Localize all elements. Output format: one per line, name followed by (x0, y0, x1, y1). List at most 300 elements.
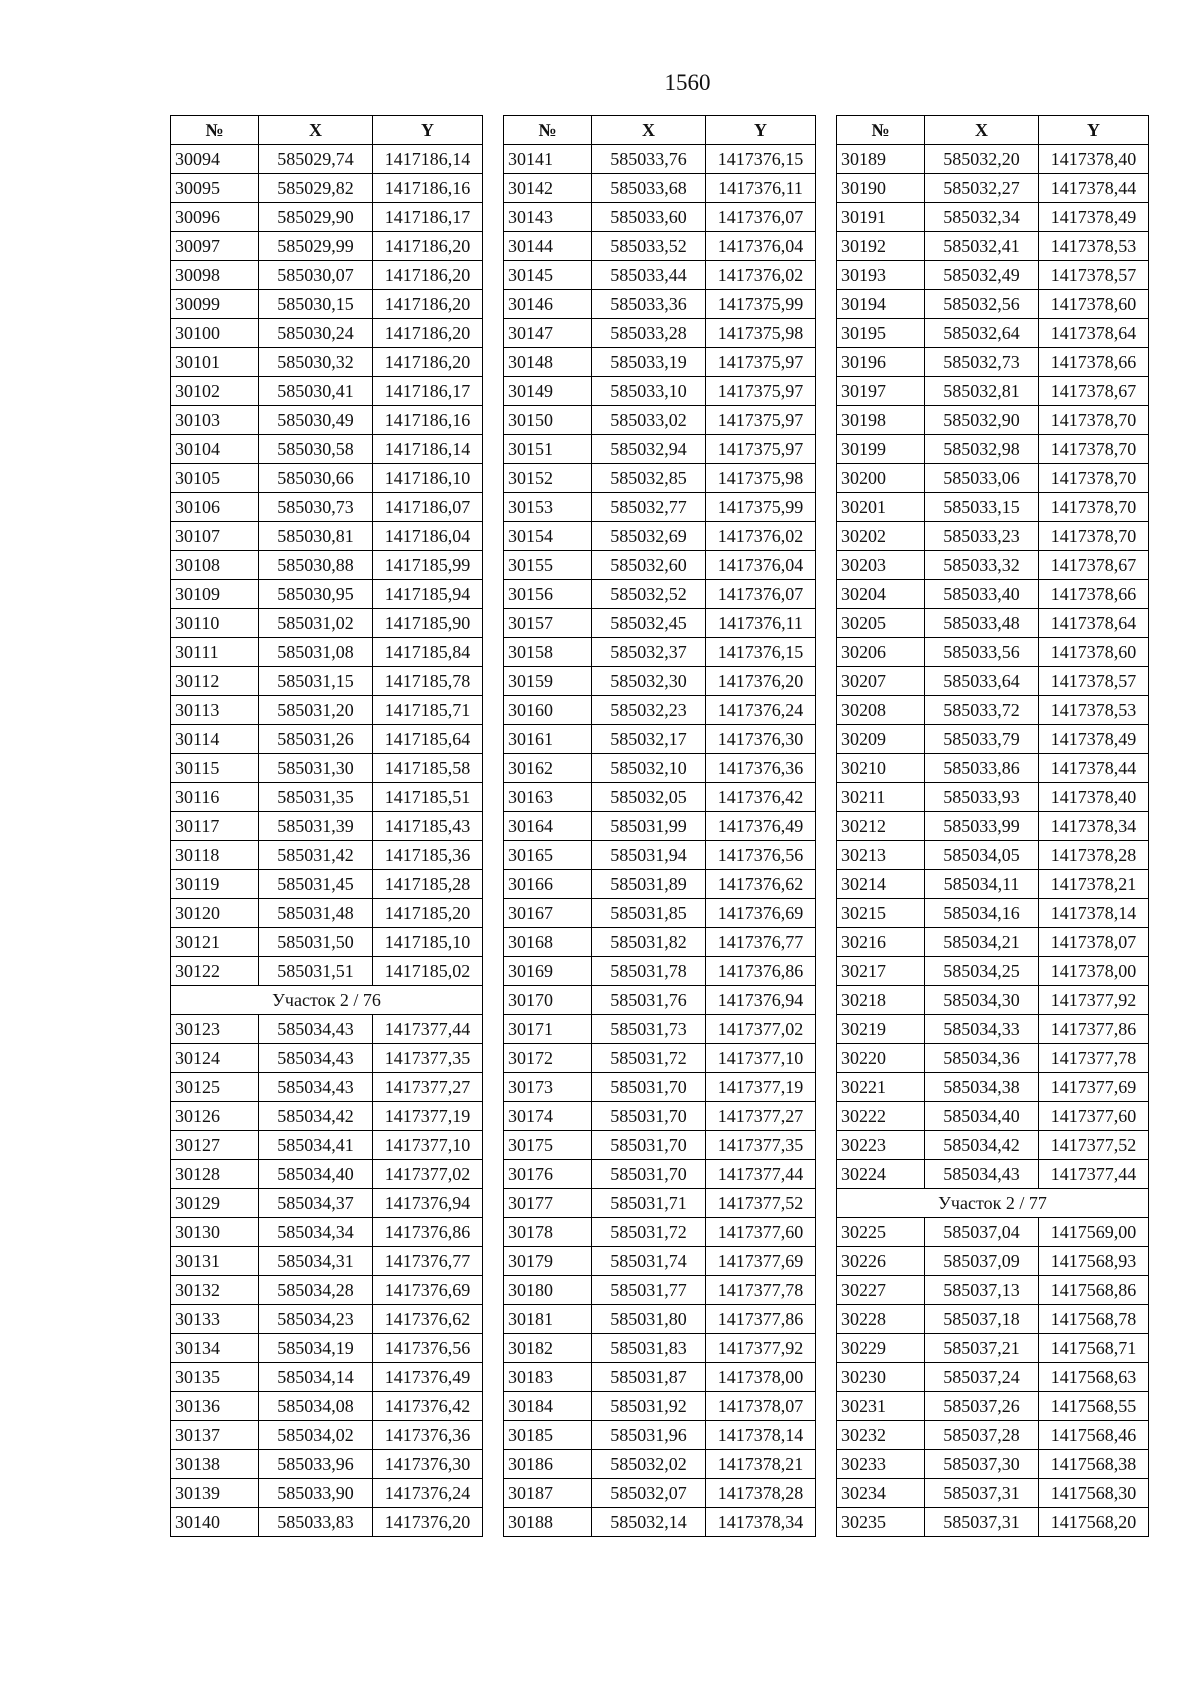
point-number-cell: 30229 (837, 1334, 925, 1363)
y-coordinate-cell: 1417185,10 (373, 928, 483, 957)
y-coordinate-cell: 1417378,00 (706, 1363, 816, 1392)
y-coordinate-cell: 1417378,44 (1039, 754, 1149, 783)
point-number-cell: 30217 (837, 957, 925, 986)
x-coordinate-cell: 585031,72 (592, 1218, 706, 1247)
point-number-cell: 30201 (837, 493, 925, 522)
table-row (171, 1421, 483, 1450)
x-coordinate-cell: 585032,73 (925, 348, 1039, 377)
table-row (837, 1363, 1149, 1392)
x-coordinate-cell: 585034,05 (925, 841, 1039, 870)
table-row (171, 1276, 483, 1305)
x-coordinate-cell: 585031,26 (259, 725, 373, 754)
table-row (171, 957, 483, 986)
y-coordinate-cell: 1417376,30 (373, 1450, 483, 1479)
y-coordinate-cell: 1417375,97 (706, 348, 816, 377)
x-coordinate-cell: 585032,69 (592, 522, 706, 551)
point-number-cell: 30192 (837, 232, 925, 261)
point-number-cell: 30185 (504, 1421, 592, 1450)
x-coordinate-cell: 585034,36 (925, 1044, 1039, 1073)
x-coordinate-cell: 585031,35 (259, 783, 373, 812)
y-coordinate-cell: 1417378,34 (706, 1508, 816, 1537)
table-row (504, 1131, 816, 1160)
y-coordinate-cell: 1417378,53 (1039, 696, 1149, 725)
table-row (504, 1160, 816, 1189)
y-coordinate-cell: 1417568,38 (1039, 1450, 1149, 1479)
y-coordinate-cell: 1417185,36 (373, 841, 483, 870)
y-coordinate-cell: 1417376,94 (706, 986, 816, 1015)
table-row (504, 435, 816, 464)
x-coordinate-cell: 585031,30 (259, 754, 373, 783)
y-coordinate-cell: 1417376,86 (373, 1218, 483, 1247)
point-number-cell: 30199 (837, 435, 925, 464)
y-coordinate-cell: 1417378,67 (1039, 551, 1149, 580)
x-coordinate-cell: 585030,15 (259, 290, 373, 319)
point-number-cell: 30198 (837, 406, 925, 435)
x-coordinate-cell: 585031,99 (592, 812, 706, 841)
table-row (837, 986, 1149, 1015)
header-y: Y (1039, 116, 1149, 145)
point-number-cell: 30226 (837, 1247, 925, 1276)
point-number-cell: 30148 (504, 348, 592, 377)
x-coordinate-cell: 585030,95 (259, 580, 373, 609)
x-coordinate-cell: 585037,18 (925, 1305, 1039, 1334)
y-coordinate-cell: 1417568,78 (1039, 1305, 1149, 1334)
y-coordinate-cell: 1417376,69 (706, 899, 816, 928)
y-coordinate-cell: 1417377,19 (706, 1073, 816, 1102)
x-coordinate-cell: 585033,02 (592, 406, 706, 435)
table-row (171, 1131, 483, 1160)
x-coordinate-cell: 585037,09 (925, 1247, 1039, 1276)
point-number-cell: 30172 (504, 1044, 592, 1073)
table-row (837, 754, 1149, 783)
table-row (837, 1073, 1149, 1102)
y-coordinate-cell: 1417376,07 (706, 203, 816, 232)
point-number-cell: 30138 (171, 1450, 259, 1479)
point-number-cell: 30114 (171, 725, 259, 754)
point-number-cell: 30134 (171, 1334, 259, 1363)
x-coordinate-cell: 585034,16 (925, 899, 1039, 928)
table-row (837, 899, 1149, 928)
x-coordinate-cell: 585037,30 (925, 1450, 1039, 1479)
table-row (837, 667, 1149, 696)
x-coordinate-cell: 585034,19 (259, 1334, 373, 1363)
y-coordinate-cell: 1417376,77 (706, 928, 816, 957)
table-row (504, 1392, 816, 1421)
y-coordinate-cell: 1417568,86 (1039, 1276, 1149, 1305)
table-row (504, 1073, 816, 1102)
y-coordinate-cell: 1417377,35 (706, 1131, 816, 1160)
point-number-cell: 30179 (504, 1247, 592, 1276)
point-number-cell: 30098 (171, 261, 259, 290)
y-coordinate-cell: 1417185,94 (373, 580, 483, 609)
table-row (171, 145, 483, 174)
table-row (171, 406, 483, 435)
point-number-cell: 30212 (837, 812, 925, 841)
point-number-cell: 30133 (171, 1305, 259, 1334)
y-coordinate-cell: 1417376,15 (706, 145, 816, 174)
x-coordinate-cell: 585031,82 (592, 928, 706, 957)
x-coordinate-cell: 585031,72 (592, 1044, 706, 1073)
y-coordinate-cell: 1417185,84 (373, 638, 483, 667)
section-label: Участок 2 / 76 (171, 986, 483, 1015)
point-number-cell: 30207 (837, 667, 925, 696)
table-row (837, 348, 1149, 377)
point-number-cell: 30094 (171, 145, 259, 174)
x-coordinate-cell: 585031,87 (592, 1363, 706, 1392)
table-row (837, 1276, 1149, 1305)
point-number-cell: 30169 (504, 957, 592, 986)
table-row (171, 1160, 483, 1189)
y-coordinate-cell: 1417185,28 (373, 870, 483, 899)
x-coordinate-cell: 585032,85 (592, 464, 706, 493)
point-number-cell: 30167 (504, 899, 592, 928)
point-number-cell: 30108 (171, 551, 259, 580)
table-row (171, 725, 483, 754)
table-row (837, 493, 1149, 522)
table-row (171, 232, 483, 261)
point-number-cell: 30231 (837, 1392, 925, 1421)
table-row (504, 1247, 816, 1276)
point-number-cell: 30233 (837, 1450, 925, 1479)
y-coordinate-cell: 1417376,04 (706, 232, 816, 261)
point-number-cell: 30176 (504, 1160, 592, 1189)
x-coordinate-cell: 585032,49 (925, 261, 1039, 290)
x-coordinate-cell: 585031,15 (259, 667, 373, 696)
x-coordinate-cell: 585032,27 (925, 174, 1039, 203)
table-row (504, 725, 816, 754)
table-row (171, 754, 483, 783)
table-row (837, 203, 1149, 232)
table-row (504, 522, 816, 551)
y-coordinate-cell: 1417378,49 (1039, 725, 1149, 754)
y-coordinate-cell: 1417376,56 (373, 1334, 483, 1363)
x-coordinate-cell: 585033,96 (259, 1450, 373, 1479)
x-coordinate-cell: 585033,40 (925, 580, 1039, 609)
x-coordinate-cell: 585029,82 (259, 174, 373, 203)
point-number-cell: 30118 (171, 841, 259, 870)
point-number-cell: 30163 (504, 783, 592, 812)
x-coordinate-cell: 585034,14 (259, 1363, 373, 1392)
point-number-cell: 30106 (171, 493, 259, 522)
x-coordinate-cell: 585034,42 (925, 1131, 1039, 1160)
y-coordinate-cell: 1417185,64 (373, 725, 483, 754)
header-y: Y (373, 116, 483, 145)
table-row (504, 986, 816, 1015)
point-number-cell: 30174 (504, 1102, 592, 1131)
table-row (504, 1450, 816, 1479)
point-number-cell: 30193 (837, 261, 925, 290)
point-number-cell: 30171 (504, 1015, 592, 1044)
section-label: Участок 2 / 77 (837, 1189, 1149, 1218)
table-row (171, 812, 483, 841)
x-coordinate-cell: 585031,80 (592, 1305, 706, 1334)
point-number-cell: 30222 (837, 1102, 925, 1131)
point-number-cell: 30228 (837, 1305, 925, 1334)
point-number-cell: 30117 (171, 812, 259, 841)
point-number-cell: 30186 (504, 1450, 592, 1479)
point-number-cell: 30187 (504, 1479, 592, 1508)
point-number-cell: 30112 (171, 667, 259, 696)
header-number: № (171, 116, 259, 145)
x-coordinate-cell: 585030,88 (259, 551, 373, 580)
table-row (504, 812, 816, 841)
y-coordinate-cell: 1417376,04 (706, 551, 816, 580)
point-number-cell: 30129 (171, 1189, 259, 1218)
x-coordinate-cell: 585031,94 (592, 841, 706, 870)
y-coordinate-cell: 1417568,20 (1039, 1508, 1149, 1537)
point-number-cell: 30142 (504, 174, 592, 203)
point-number-cell: 30205 (837, 609, 925, 638)
y-coordinate-cell: 1417186,20 (373, 290, 483, 319)
y-coordinate-cell: 1417376,86 (706, 957, 816, 986)
point-number-cell: 30232 (837, 1421, 925, 1450)
point-number-cell: 30130 (171, 1218, 259, 1247)
x-coordinate-cell: 585033,10 (592, 377, 706, 406)
point-number-cell: 30105 (171, 464, 259, 493)
x-coordinate-cell: 585032,02 (592, 1450, 706, 1479)
y-coordinate-cell: 1417377,27 (373, 1073, 483, 1102)
section-header-row (171, 986, 483, 1015)
table-row (837, 841, 1149, 870)
x-coordinate-cell: 585030,07 (259, 261, 373, 290)
table-row (171, 290, 483, 319)
y-coordinate-cell: 1417376,02 (706, 261, 816, 290)
point-number-cell: 30177 (504, 1189, 592, 1218)
point-number-cell: 30209 (837, 725, 925, 754)
y-coordinate-cell: 1417376,94 (373, 1189, 483, 1218)
point-number-cell: 30132 (171, 1276, 259, 1305)
y-coordinate-cell: 1417377,69 (1039, 1073, 1149, 1102)
table-row (837, 377, 1149, 406)
table-row (504, 203, 816, 232)
x-coordinate-cell: 585032,56 (925, 290, 1039, 319)
y-coordinate-cell: 1417376,24 (706, 696, 816, 725)
table-row (837, 1131, 1149, 1160)
point-number-cell: 30146 (504, 290, 592, 319)
table-row (171, 638, 483, 667)
point-number-cell: 30131 (171, 1247, 259, 1276)
point-number-cell: 30220 (837, 1044, 925, 1073)
table-row (171, 261, 483, 290)
point-number-cell: 30159 (504, 667, 592, 696)
y-coordinate-cell: 1417378,53 (1039, 232, 1149, 261)
x-coordinate-cell: 585033,68 (592, 174, 706, 203)
table-row (504, 580, 816, 609)
point-number-cell: 30194 (837, 290, 925, 319)
point-number-cell: 30119 (171, 870, 259, 899)
y-coordinate-cell: 1417186,10 (373, 464, 483, 493)
table-row (504, 667, 816, 696)
y-coordinate-cell: 1417377,52 (1039, 1131, 1149, 1160)
y-coordinate-cell: 1417376,62 (706, 870, 816, 899)
y-coordinate-cell: 1417378,07 (706, 1392, 816, 1421)
x-coordinate-cell: 585032,10 (592, 754, 706, 783)
point-number-cell: 30183 (504, 1363, 592, 1392)
point-number-cell: 30162 (504, 754, 592, 783)
point-number-cell: 30160 (504, 696, 592, 725)
x-coordinate-cell: 585031,48 (259, 899, 373, 928)
point-number-cell: 30147 (504, 319, 592, 348)
x-coordinate-cell: 585032,77 (592, 493, 706, 522)
point-number-cell: 30168 (504, 928, 592, 957)
point-number-cell: 30128 (171, 1160, 259, 1189)
x-coordinate-cell: 585030,66 (259, 464, 373, 493)
y-coordinate-cell: 1417378,66 (1039, 348, 1149, 377)
table-row (171, 1508, 483, 1537)
table-row (171, 464, 483, 493)
point-number-cell: 30225 (837, 1218, 925, 1247)
y-coordinate-cell: 1417378,28 (1039, 841, 1149, 870)
x-coordinate-cell: 585033,23 (925, 522, 1039, 551)
table-row (171, 928, 483, 957)
table-row (837, 1102, 1149, 1131)
table-row (837, 1160, 1149, 1189)
y-coordinate-cell: 1417568,71 (1039, 1334, 1149, 1363)
x-coordinate-cell: 585034,42 (259, 1102, 373, 1131)
point-number-cell: 30100 (171, 319, 259, 348)
y-coordinate-cell: 1417375,97 (706, 377, 816, 406)
y-coordinate-cell: 1417378,57 (1039, 261, 1149, 290)
table-row (504, 348, 816, 377)
y-coordinate-cell: 1417378,64 (1039, 609, 1149, 638)
x-coordinate-cell: 585031,51 (259, 957, 373, 986)
x-coordinate-cell: 585033,28 (592, 319, 706, 348)
point-number-cell: 30136 (171, 1392, 259, 1421)
y-coordinate-cell: 1417376,20 (706, 667, 816, 696)
y-coordinate-cell: 1417375,99 (706, 493, 816, 522)
point-number-cell: 30166 (504, 870, 592, 899)
x-coordinate-cell: 585030,41 (259, 377, 373, 406)
point-number-cell: 30221 (837, 1073, 925, 1102)
x-coordinate-cell: 585031,71 (592, 1189, 706, 1218)
point-number-cell: 30102 (171, 377, 259, 406)
table-row (837, 319, 1149, 348)
x-coordinate-cell: 585030,58 (259, 435, 373, 464)
point-number-cell: 30161 (504, 725, 592, 754)
table-row (171, 1450, 483, 1479)
y-coordinate-cell: 1417378,21 (706, 1450, 816, 1479)
point-number-cell: 30154 (504, 522, 592, 551)
y-coordinate-cell: 1417186,17 (373, 377, 483, 406)
x-coordinate-cell: 585033,32 (925, 551, 1039, 580)
point-number-cell: 30196 (837, 348, 925, 377)
x-coordinate-cell: 585033,19 (592, 348, 706, 377)
point-number-cell: 30107 (171, 522, 259, 551)
point-number-cell: 30213 (837, 841, 925, 870)
table-row (504, 1305, 816, 1334)
x-coordinate-cell: 585032,05 (592, 783, 706, 812)
x-coordinate-cell: 585032,52 (592, 580, 706, 609)
table-row (837, 232, 1149, 261)
y-coordinate-cell: 1417377,27 (706, 1102, 816, 1131)
y-coordinate-cell: 1417378,40 (1039, 783, 1149, 812)
x-coordinate-cell: 585037,24 (925, 1363, 1039, 1392)
x-coordinate-cell: 585031,42 (259, 841, 373, 870)
table-row (837, 290, 1149, 319)
x-coordinate-cell: 585030,49 (259, 406, 373, 435)
table-row (171, 493, 483, 522)
header-row (837, 116, 1149, 145)
point-number-cell: 30224 (837, 1160, 925, 1189)
table-row (171, 348, 483, 377)
table-row (837, 464, 1149, 493)
y-coordinate-cell: 1417377,86 (1039, 1015, 1149, 1044)
x-coordinate-cell: 585037,31 (925, 1479, 1039, 1508)
table-row (171, 667, 483, 696)
y-coordinate-cell: 1417186,20 (373, 261, 483, 290)
point-number-cell: 30144 (504, 232, 592, 261)
table-row (171, 1247, 483, 1276)
y-coordinate-cell: 1417375,98 (706, 319, 816, 348)
y-coordinate-cell: 1417569,00 (1039, 1218, 1149, 1247)
point-number-cell: 30189 (837, 145, 925, 174)
table-row (504, 1508, 816, 1537)
y-coordinate-cell: 1417186,14 (373, 145, 483, 174)
table-row (837, 1392, 1149, 1421)
y-coordinate-cell: 1417378,34 (1039, 812, 1149, 841)
x-coordinate-cell: 585030,32 (259, 348, 373, 377)
table-row (504, 841, 816, 870)
point-number-cell: 30184 (504, 1392, 592, 1421)
point-number-cell: 30170 (504, 986, 592, 1015)
y-coordinate-cell: 1417375,98 (706, 464, 816, 493)
y-coordinate-cell: 1417378,14 (1039, 899, 1149, 928)
x-coordinate-cell: 585031,50 (259, 928, 373, 957)
header-y: Y (706, 116, 816, 145)
x-coordinate-cell: 585031,77 (592, 1276, 706, 1305)
table-row (837, 696, 1149, 725)
point-number-cell: 30153 (504, 493, 592, 522)
table-row (504, 1479, 816, 1508)
y-coordinate-cell: 1417186,17 (373, 203, 483, 232)
x-coordinate-cell: 585034,31 (259, 1247, 373, 1276)
table-row (837, 522, 1149, 551)
point-number-cell: 30191 (837, 203, 925, 232)
point-number-cell: 30101 (171, 348, 259, 377)
x-coordinate-cell: 585031,70 (592, 1102, 706, 1131)
x-coordinate-cell: 585029,99 (259, 232, 373, 261)
x-coordinate-cell: 585032,20 (925, 145, 1039, 174)
table-row (837, 1421, 1149, 1450)
x-coordinate-cell: 585031,89 (592, 870, 706, 899)
x-coordinate-cell: 585029,90 (259, 203, 373, 232)
y-coordinate-cell: 1417186,20 (373, 348, 483, 377)
point-number-cell: 30141 (504, 145, 592, 174)
point-number-cell: 30157 (504, 609, 592, 638)
y-coordinate-cell: 1417568,46 (1039, 1421, 1149, 1450)
point-number-cell: 30175 (504, 1131, 592, 1160)
x-coordinate-cell: 585031,76 (592, 986, 706, 1015)
table-row (171, 377, 483, 406)
x-coordinate-cell: 585034,41 (259, 1131, 373, 1160)
x-coordinate-cell: 585033,76 (592, 145, 706, 174)
y-coordinate-cell: 1417378,70 (1039, 464, 1149, 493)
point-number-cell: 30182 (504, 1334, 592, 1363)
table-row (504, 957, 816, 986)
y-coordinate-cell: 1417185,02 (373, 957, 483, 986)
point-number-cell: 30145 (504, 261, 592, 290)
x-coordinate-cell: 585032,94 (592, 435, 706, 464)
y-coordinate-cell: 1417378,70 (1039, 435, 1149, 464)
x-coordinate-cell: 585032,17 (592, 725, 706, 754)
y-coordinate-cell: 1417378,66 (1039, 580, 1149, 609)
point-number-cell: 30234 (837, 1479, 925, 1508)
table-row (171, 899, 483, 928)
x-coordinate-cell: 585034,25 (925, 957, 1039, 986)
table-row (504, 870, 816, 899)
x-coordinate-cell: 585033,72 (925, 696, 1039, 725)
table-row (837, 1508, 1149, 1537)
